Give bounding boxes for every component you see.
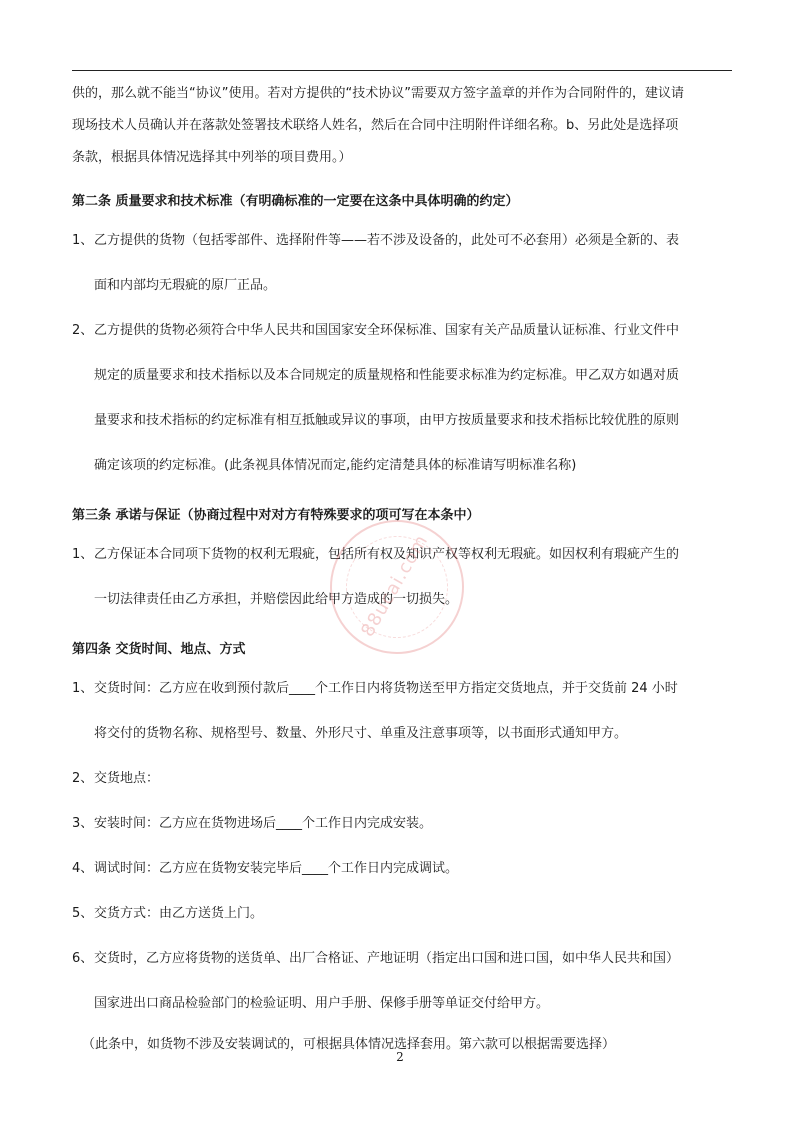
article-2-heading: 第二条 质量要求和技术标准（有明确标准的一定要在这条中具体明确的约定）	[72, 194, 519, 209]
item-number: 6、	[72, 951, 94, 966]
item-line: 乙方提供的货物（包括零部件、选择附件等——若不涉及设备的，此处可不必套用）必须是全新的、表	[94, 233, 680, 248]
item-line: 量要求和技术指标的约定标准有相互抵触或异议的事项，由甲方按质量要求和技术指标比较优胜的原则	[94, 413, 680, 428]
item-number: 1、	[72, 233, 94, 248]
article-4-item-5	[72, 891, 736, 936]
item-line: 确定该项的约定标准。(此条视具体情况而定,能约定清楚具体的标准请写明标准名称)	[94, 458, 577, 473]
item-number: 1、	[72, 547, 94, 562]
article-4-item-3	[72, 801, 736, 846]
item-line: 将交付的货物名称、规格型号、数量、外形尺寸、单重及注意事项等，以书面形式通知甲方。	[94, 726, 628, 741]
article-3-heading: 第三条 承诺与保证（协商过程中对对方有特殊要求的项可写在本条中）	[72, 508, 480, 523]
item-line: 国家进出口商品检验部门的检验证明、用户手册、保修手册等单证交付给甲方。	[94, 996, 550, 1011]
item-line: 交货地点：	[94, 771, 160, 786]
article-4-heading: 第四条 交货时间、地点、方式	[72, 642, 246, 657]
item-line: 交货方式：由乙方送货上门。	[94, 906, 264, 921]
item-number: 4、	[72, 861, 94, 876]
article-4-item-2	[72, 756, 736, 801]
article-2-item-2	[72, 308, 736, 488]
item-number: 1、	[72, 681, 94, 696]
page-number: 2	[396, 1050, 404, 1064]
item-number: 5、	[72, 906, 94, 921]
article-4-item-6	[72, 936, 736, 1026]
article-4-item-4	[72, 846, 736, 891]
item-line: 交货时，乙方应将货物的送货单、出厂合格证、产地证明（指定出口国和进口国，如中华人民共和国）	[94, 951, 680, 966]
intro-line: 条款，根据具体情况选择其中列举的项目费用。）	[72, 150, 352, 165]
item-line: 乙方保证本合同项下货物的权利无瑕疵，包括所有权及知识产权等权利无瑕疵。如因权利有瑕疵产生的	[94, 547, 680, 562]
article-4-item-1	[72, 666, 736, 756]
item-line: 规定的质量要求和技术指标以及本合同规定的质量规格和性能要求标准为约定标准。甲乙双方如遇对质	[94, 368, 680, 383]
item-number: 3、	[72, 816, 94, 831]
intro-line: 供的，那么就不能当“协议”使用。若对方提供的“技术协议”需要双方签字盖章的并作为合同附件的，建议请	[72, 86, 684, 101]
watermark-text: 88ucai.com	[357, 530, 433, 641]
item-line: 调试时间：乙方应在货物安装完毕后____个工作日内完成调试。	[94, 861, 459, 876]
item-line: 交货时间：乙方应在收到预付款后____个工作日内将货物送至甲方指定交货地点，并于交货前 24 小时	[94, 681, 678, 696]
article-2-item-1	[72, 218, 736, 308]
item-number: 2、	[72, 771, 94, 786]
intro-line: 现场技术人员确认并在落款处签署技术联络人姓名，然后在合同中注明附件详细名称。b、另此处是选择项	[72, 118, 679, 133]
item-line: 面和内部均无瑕疵的原厂正品。	[94, 278, 277, 293]
header-rule	[72, 70, 732, 71]
item-line: 安装时间：乙方应在货物进场后____个工作日内完成安装。	[94, 816, 433, 831]
item-number: 2、	[72, 323, 94, 338]
article-4-note: （此条中，如货物不涉及安装调试的，可根据具体情况选择套用。第六款可以根据需要选择）	[82, 1037, 616, 1052]
item-line: 一切法律责任由乙方承担，并赔偿因此给甲方造成的一切损失。	[94, 592, 459, 607]
item-line: 乙方提供的货物必须符合中华人民共和国国家安全环保标准、国家有关产品质量认证标准、行业文件中	[94, 323, 680, 338]
intro-paragraph	[72, 78, 736, 174]
